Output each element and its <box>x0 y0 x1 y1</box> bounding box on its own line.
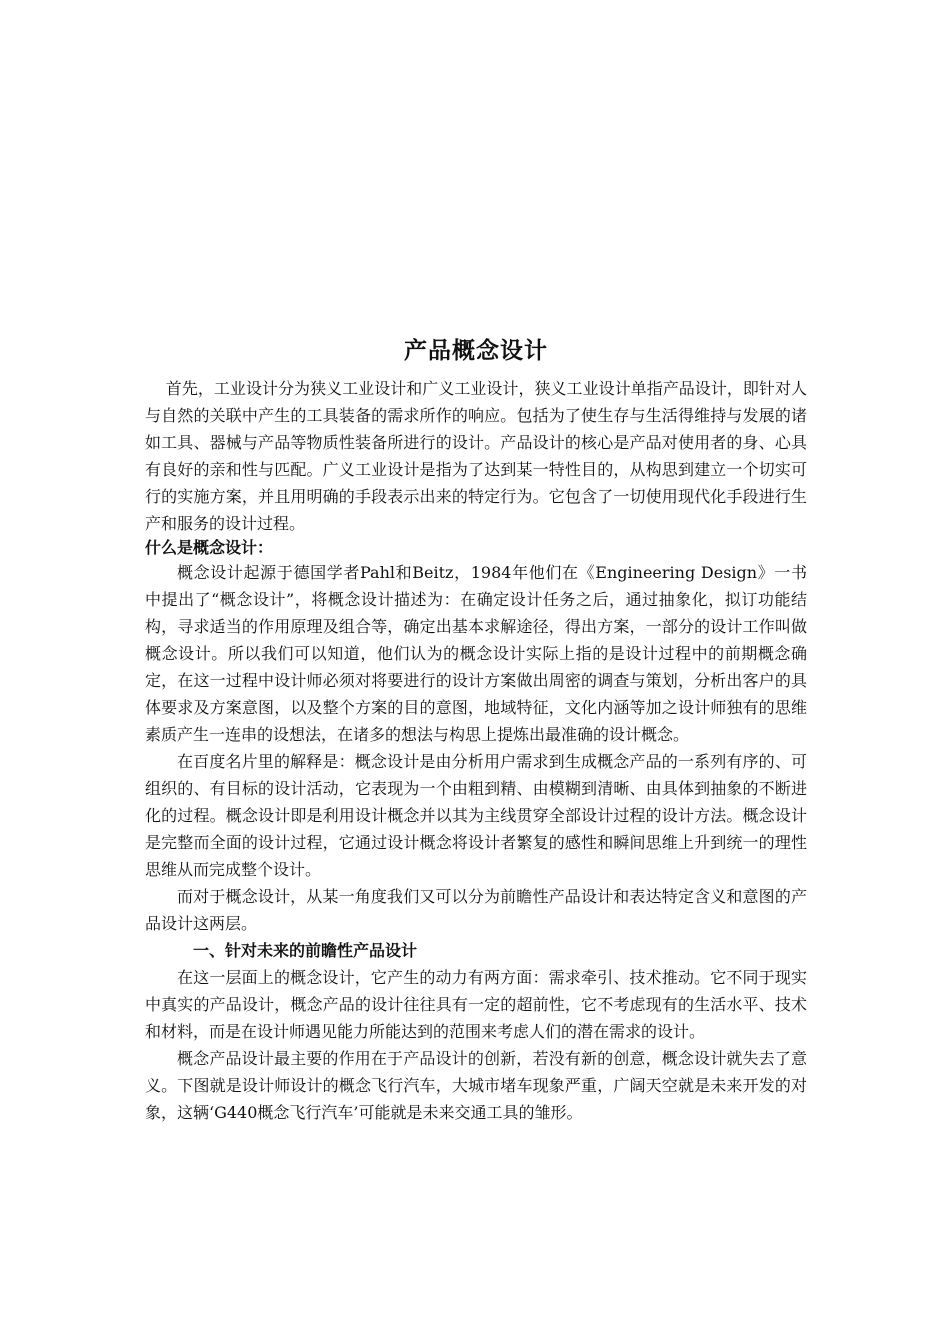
paragraph-origin: 概念设计起源于德国学者Pahl和Beitz，1984年他们在《Engineering Design》一书中提出了“概念设计”，将概念设计描述为：在确定设计任务之后，通过抽象化，拟订功能结构，寻求适当的作用原理及组合等，确定出基本求解途径，得出方案，一部分的设计工作叫做概念设计。所以我们可以知道，他们认为的概念设计实际上指的是设计过程中的前期概念确定，在这一过程中设计师必须对将要进行的设计方案做出周密的调查与策划，分析出客户的具体要求及方案意图，以及整个方案的目的意图，地域特征，文化内涵等加之设计师独有的思维素质产生一连串的设想法，在诸多的想法与构思上提炼出最准确的设计概念。 <box>145 563 807 744</box>
sub-heading-forward-looking: 一、针对未来的前瞻性产品设计 <box>193 941 418 960</box>
document-body <box>145 333 807 1126</box>
paragraph-driving-forces: 在这一层面上的概念设计，它产生的动力有两方面：需求牵引、技术推动。它不同于现实中真实的产品设计，概念产品的设计往往具有一定的超前性，它不考虑现有的生活水平、技术和材料，而是在设计师遇见能力所能达到的范围来考虑人们的潜在需求的设计。 <box>145 968 807 1041</box>
paragraph-two-layers: 而对于概念设计，从某一角度我们又可以分为前瞻性产品设计和表达特定含义和意图的产品设计这两层。 <box>145 887 807 933</box>
intro-paragraph: 首先，工业设计分为狭义工业设计和广义工业设计，狭义工业设计单指产品设计，即针对人与自然的关联中产生的工具装备的需求所作的响应。包括为了使生存与生活得维持与发展的诸如工具、器械与产品等物质性装备所进行的设计。产品设计的核心是产品对使用者的身、心具有良好的亲和性与匹配。广义工业设计是指为了达到某一特性目的，从构思到建立一个切实可行的实施方案，并且用明确的手段表示出来的特定行为。它包含了一切使用现代化手段进行生产和服务的设计过程。 <box>145 379 807 533</box>
paragraph-baidu-definition: 在百度名片里的解释是：概念设计是由分析用户需求到生成概念产品的一系列有序的、可组织的、有目标的设计活动，它表现为一个由粗到精、由模糊到清晰、由具体到抽象的不断进化的过程。概念设计即是利用设计概念并以其为主线贯穿全部设计过程的设计方法。概念设计是完整而全面的设计过程，它通过设计概念将设计者繁复的感性和瞬间思维上升到统一的理性思维从而完成整个设计。 <box>145 752 807 879</box>
section-heading: 什么是概念设计： <box>145 538 274 557</box>
document-title: 产品概念设计 <box>404 338 548 364</box>
paragraph-flying-car: 概念产品设计最主要的作用在于产品设计的创新，若没有新的创意，概念设计就失去了意义。下图就是设计师设计的概念飞行汽车，大城市堵车现象严重，广阔天空就是未来开发的对象，这辆‘G440概念飞行汽车’可能就是未来交通工具的雏形。 <box>145 1049 807 1122</box>
